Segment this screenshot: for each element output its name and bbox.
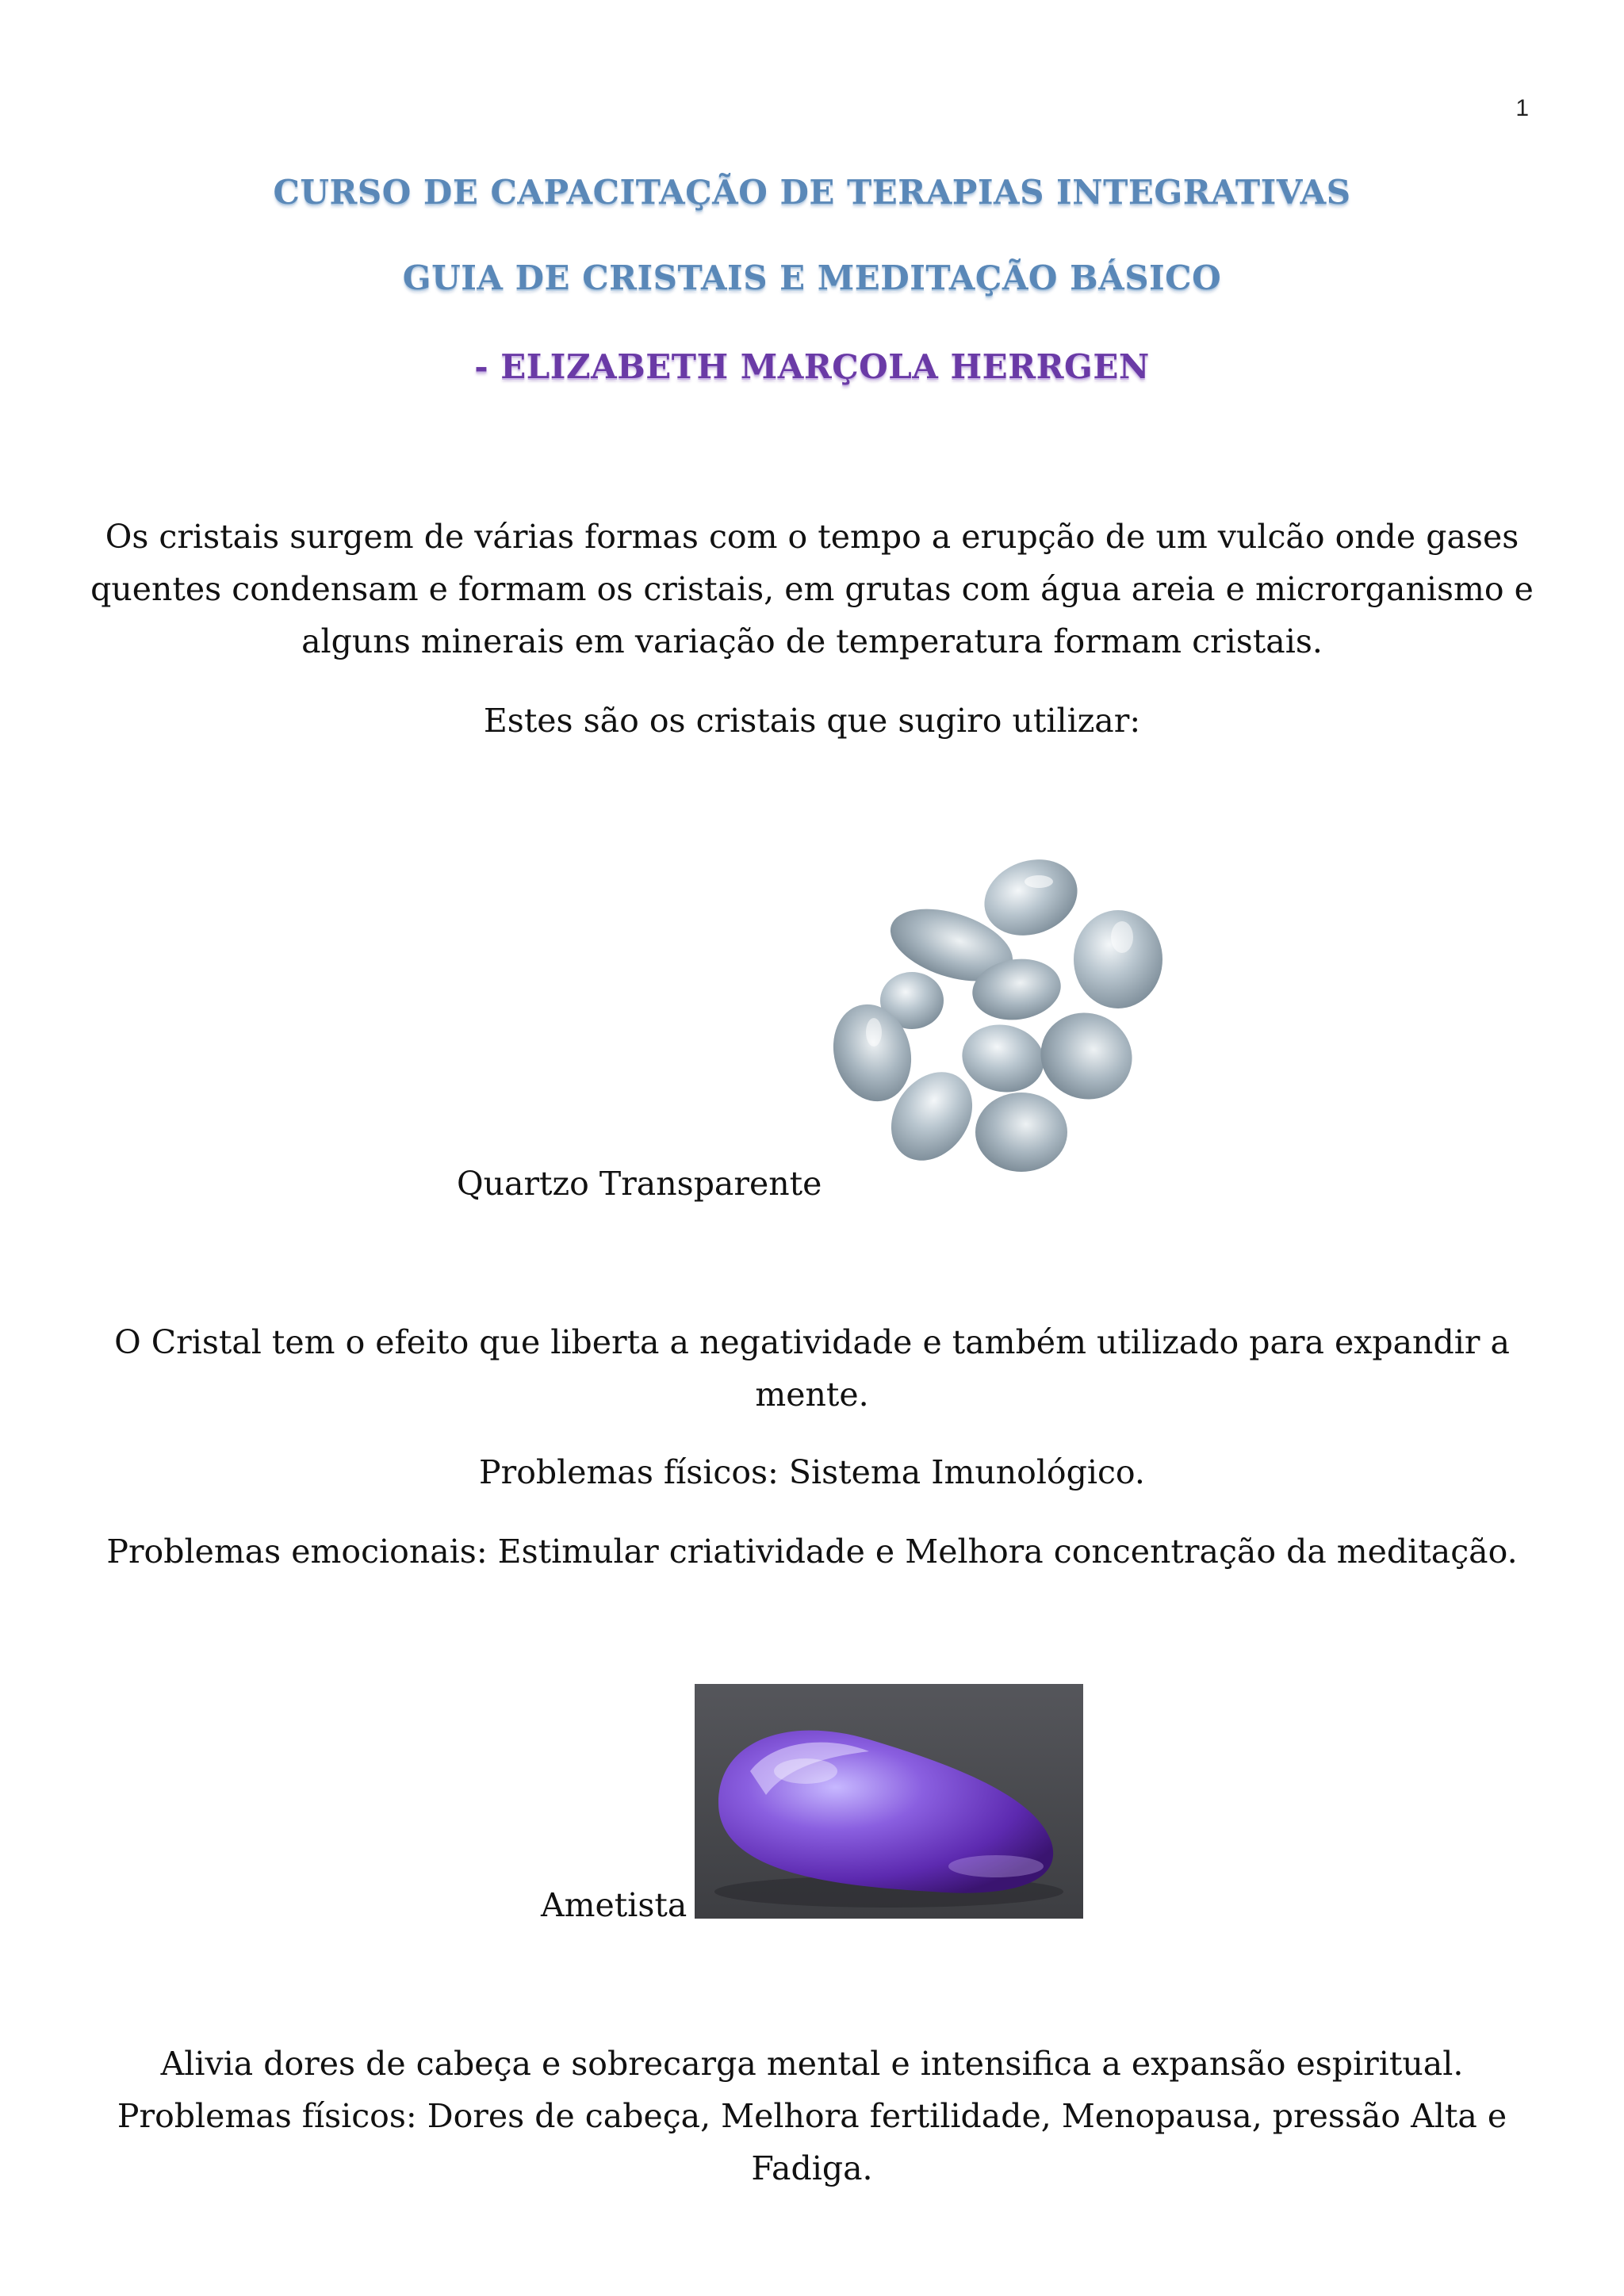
page-number: 1 bbox=[1515, 95, 1529, 121]
clear-quartz-image bbox=[809, 848, 1189, 1213]
quartz-caption: Quartzo Transparente bbox=[457, 1165, 822, 1203]
amethyst-caption: Ametista bbox=[541, 1886, 688, 1924]
intro-paragraph: Os cristais surgem de várias formas com o tempo a erupção de um vulcão onde gases quentes condensam e formam os cristais, em grutas com água areia e microrganismo e alguns minerais em variação de temperatura formam cristais. bbox=[90, 518, 1534, 660]
amethyst-description: Alivia dores de cabeça e sobrecarga mental e intensifica a expansão espiritual. bbox=[160, 2045, 1464, 2083]
document-subtitle: GUIA DE CRISTAIS E MEDITAÇÃO BÁSICO bbox=[402, 258, 1222, 297]
document-title: CURSO DE CAPACITAÇÃO DE TERAPIAS INTEGRATIVAS bbox=[273, 173, 1351, 212]
quartz-physical: Problemas físicos: Sistema Imunológico. bbox=[479, 1453, 1145, 1491]
intro-lead: Estes são os cristais que sugiro utilizar: bbox=[483, 702, 1141, 740]
quartz-emotional: Problemas emocionais: Estimular criatividade e Melhora concentração da meditação. bbox=[106, 1533, 1518, 1571]
document-author: - ELIZABETH MARÇOLA HERRGEN bbox=[474, 347, 1150, 386]
amethyst-image bbox=[695, 1684, 1083, 1919]
amethyst-physical: Problemas físicos: Dores de cabeça, Melhora fertilidade, Menopausa, pressão Alta e Fadiga. bbox=[117, 2097, 1507, 2187]
quartz-description: O Cristal tem o efeito que liberta a negatividade e também utilizado para expandir a mente. bbox=[114, 1323, 1510, 1414]
